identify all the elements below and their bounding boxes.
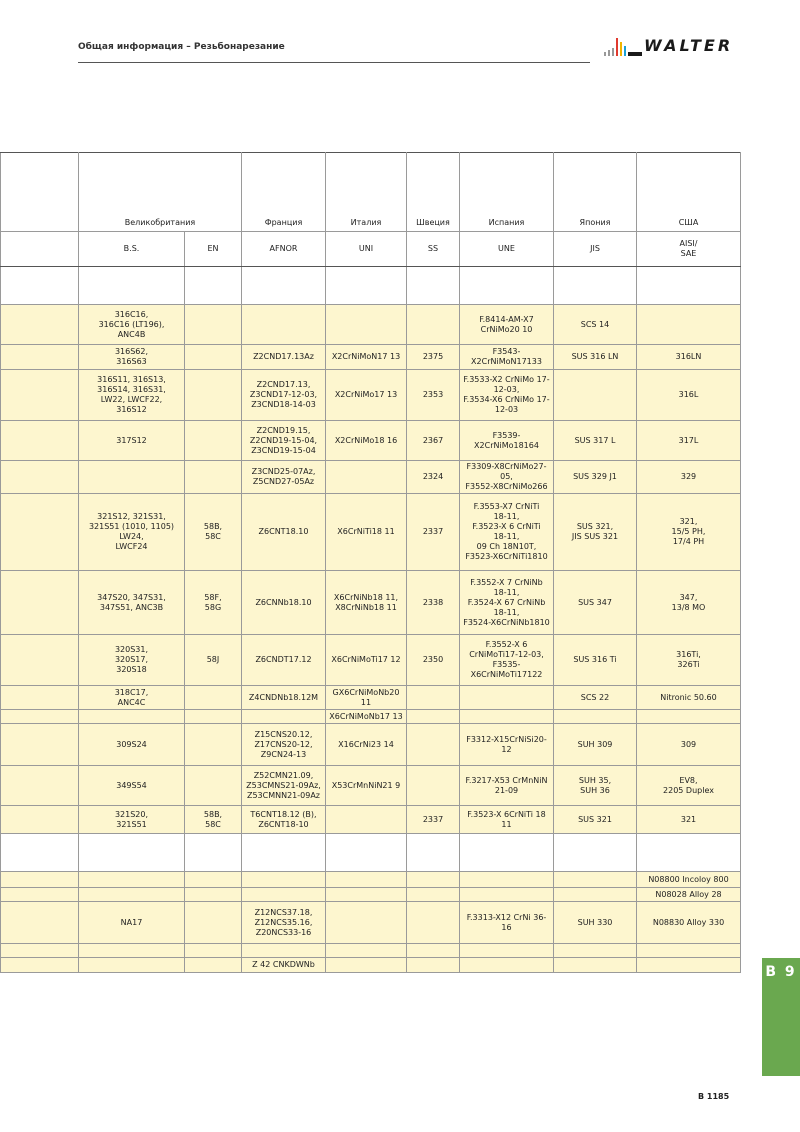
table-cell bbox=[326, 958, 407, 973]
table-cell bbox=[554, 888, 637, 902]
table-cell bbox=[326, 806, 407, 834]
table-cell: X2CrNiMo17 13 bbox=[326, 370, 407, 421]
table-cell: Z2CND17.13Az bbox=[242, 345, 326, 370]
table-cell bbox=[460, 944, 554, 958]
table-cell: Z2CND17.13, Z3CND17-12-03, Z3CND18-14-03 bbox=[242, 370, 326, 421]
table-cell: Z15CNS20.12, Z17CNS20-12, Z9CN24-13 bbox=[242, 724, 326, 766]
table-cell: F.3523-X 6CrNiTi 18 11 bbox=[460, 806, 554, 834]
table-cell bbox=[326, 834, 407, 872]
table-row bbox=[1, 571, 741, 635]
table-cell: F3539-X2CrNiMo18164 bbox=[460, 421, 554, 461]
table-cell: N08830 Alloy 330 bbox=[637, 902, 741, 944]
table-cell: F.3553-X7 CrNiTi 18-11, F.3523-X 6 CrNiTi 18-11, 09 Ch 18N10T, F3523-X6CrNiTi1810 bbox=[460, 494, 554, 571]
table-cell: 349S54 bbox=[79, 766, 185, 806]
table-cell bbox=[242, 872, 326, 888]
table-cell bbox=[326, 888, 407, 902]
table-cell: X6CrNiMoNb17 13 bbox=[326, 710, 407, 724]
table-cell bbox=[79, 958, 185, 973]
table-cell: 2367 bbox=[407, 421, 460, 461]
table-row bbox=[1, 635, 741, 686]
table-row bbox=[1, 724, 741, 766]
table-cell: Z12NCS37.18, Z12NCS35.16, Z20NCS33-16 bbox=[242, 902, 326, 944]
table-cell bbox=[242, 944, 326, 958]
table-cell bbox=[242, 267, 326, 305]
table-row bbox=[1, 806, 741, 834]
table-cell bbox=[185, 834, 242, 872]
table-cell bbox=[1, 872, 79, 888]
table-cell bbox=[1, 267, 79, 305]
table-cell: 320S31, 320S17, 320S18 bbox=[79, 635, 185, 686]
table-cell bbox=[1, 461, 79, 494]
table-cell: X2CrNiMoN17 13 bbox=[326, 345, 407, 370]
table-cell: 316S62, 316S63 bbox=[79, 345, 185, 370]
standard-header-row bbox=[1, 232, 741, 267]
table-cell: SUS 316 LN bbox=[554, 345, 637, 370]
table-cell bbox=[1, 958, 79, 973]
table-cell bbox=[460, 686, 554, 710]
table-cell bbox=[460, 834, 554, 872]
table-cell bbox=[185, 686, 242, 710]
header-cell: США bbox=[637, 153, 741, 232]
header-cell: B.S. bbox=[79, 232, 185, 267]
table-cell bbox=[407, 958, 460, 973]
table-row bbox=[1, 494, 741, 571]
table-cell: 317L bbox=[637, 421, 741, 461]
section-tab bbox=[762, 958, 800, 1076]
table-cell bbox=[554, 370, 637, 421]
table-cell bbox=[326, 267, 407, 305]
table-cell bbox=[185, 710, 242, 724]
table-cell bbox=[1, 902, 79, 944]
table-cell: 321, 15/5 PH, 17/4 PH bbox=[637, 494, 741, 571]
table-cell bbox=[242, 888, 326, 902]
table-cell: SCS 22 bbox=[554, 686, 637, 710]
table-cell bbox=[79, 944, 185, 958]
table-cell: 316Ti, 326Ti bbox=[637, 635, 741, 686]
table-cell: SUS 347 bbox=[554, 571, 637, 635]
header-cell bbox=[1, 232, 79, 267]
table-cell: SUS 317 L bbox=[554, 421, 637, 461]
table-cell: 318C17, ANC4C bbox=[79, 686, 185, 710]
logo-text: WALTER bbox=[644, 36, 734, 55]
logo-bars-icon bbox=[604, 38, 644, 56]
table-cell bbox=[554, 958, 637, 973]
table-cell bbox=[407, 267, 460, 305]
table-cell bbox=[407, 834, 460, 872]
table-cell bbox=[185, 766, 242, 806]
table-cell bbox=[407, 724, 460, 766]
header-cell: AISI/ SAE bbox=[637, 232, 741, 267]
table-cell: F.3552-X 7 CrNiNb 18-11, F.3524-X 67 CrNiNb 18-11, F3524-X6CrNiNb1810 bbox=[460, 571, 554, 635]
walter-logo bbox=[604, 36, 744, 58]
table-cell: EV8, 2205 Duplex bbox=[637, 766, 741, 806]
table-cell bbox=[1, 766, 79, 806]
table-row bbox=[1, 345, 741, 370]
table-cell bbox=[407, 888, 460, 902]
table-cell bbox=[1, 806, 79, 834]
table-cell bbox=[185, 461, 242, 494]
table-row bbox=[1, 888, 741, 902]
table-row bbox=[1, 710, 741, 724]
page-title: Общая информация – Резьбонарезание bbox=[78, 42, 285, 52]
table-row bbox=[1, 872, 741, 888]
table-cell bbox=[185, 267, 242, 305]
table-row bbox=[1, 370, 741, 421]
table-cell bbox=[460, 267, 554, 305]
table-cell: 316S11, 316S13, 316S14, 316S31, LW22, LWCF22, 316S12 bbox=[79, 370, 185, 421]
table-cell bbox=[242, 710, 326, 724]
table-cell: 347, 13/8 MO bbox=[637, 571, 741, 635]
page-number: B 1185 bbox=[698, 1092, 730, 1101]
header-divider bbox=[78, 62, 590, 63]
table-cell: 309 bbox=[637, 724, 741, 766]
table-cell: Z 42 CNKDWNb bbox=[242, 958, 326, 973]
table-cell bbox=[326, 461, 407, 494]
table-cell bbox=[1, 710, 79, 724]
table-cell bbox=[1, 944, 79, 958]
table-cell bbox=[407, 686, 460, 710]
table-row bbox=[1, 686, 741, 710]
table-cell bbox=[637, 305, 741, 345]
table-cell bbox=[407, 710, 460, 724]
table-cell: 321S20, 321S51 bbox=[79, 806, 185, 834]
table-cell: Z6CNDT17.12 bbox=[242, 635, 326, 686]
table-row bbox=[1, 421, 741, 461]
header-cell: UNE bbox=[460, 232, 554, 267]
table-cell: 58J bbox=[185, 635, 242, 686]
table-cell: Z4CNDNb18.12M bbox=[242, 686, 326, 710]
table-cell: Z2CND19.15, Z2CND19-15-04, Z3CND19-15-04 bbox=[242, 421, 326, 461]
table-cell: SUS 321 bbox=[554, 806, 637, 834]
header-cell bbox=[1, 153, 79, 232]
table-cell: F.3533-X2 CrNiMo 17- 12-03, F.3534-X6 CrNiMo 17- 12-03 bbox=[460, 370, 554, 421]
table-cell bbox=[407, 902, 460, 944]
table-cell bbox=[1, 421, 79, 461]
table-cell bbox=[326, 902, 407, 944]
header-cell: EN bbox=[185, 232, 242, 267]
table-cell bbox=[79, 267, 185, 305]
table-cell bbox=[1, 635, 79, 686]
table-cell: SUH 330 bbox=[554, 902, 637, 944]
table-cell: N08028 Alloy 28 bbox=[637, 888, 741, 902]
table-cell: 58B, 58C bbox=[185, 806, 242, 834]
table-cell: X6CrNiMoTi17 12 bbox=[326, 635, 407, 686]
header-cell: Великобритания bbox=[79, 153, 242, 232]
header-cell: Франция bbox=[242, 153, 326, 232]
table-cell bbox=[554, 944, 637, 958]
header-cell: JIS bbox=[554, 232, 637, 267]
table-cell bbox=[79, 461, 185, 494]
table-cell: Z52CMN21.09, Z53CMNS21-09Az, Z53CMNN21-09Az bbox=[242, 766, 326, 806]
table-cell bbox=[326, 944, 407, 958]
table-cell: Z6CNNb18.10 bbox=[242, 571, 326, 635]
table-cell bbox=[185, 944, 242, 958]
table-cell bbox=[1, 571, 79, 635]
table-cell bbox=[1, 724, 79, 766]
table-cell bbox=[637, 267, 741, 305]
table-cell bbox=[185, 872, 242, 888]
table-cell: 316LN bbox=[637, 345, 741, 370]
table-cell: 2338 bbox=[407, 571, 460, 635]
table-cell bbox=[460, 958, 554, 973]
table-cell: F.3552-X 6 CrNiMoTi17-12-03, F3535- X6CrNiMoTi17122 bbox=[460, 635, 554, 686]
table-cell bbox=[460, 872, 554, 888]
table-cell: 2350 bbox=[407, 635, 460, 686]
table-cell bbox=[185, 888, 242, 902]
table-cell bbox=[1, 345, 79, 370]
table-cell: F3312-X15CrNiSi20-12 bbox=[460, 724, 554, 766]
table-cell: NA17 bbox=[79, 902, 185, 944]
table-cell bbox=[407, 766, 460, 806]
table-cell: X6CrNiTi18 11 bbox=[326, 494, 407, 571]
table-row bbox=[1, 305, 741, 345]
table-cell: T6CNT18.12 (B), Z6CNT18-10 bbox=[242, 806, 326, 834]
table-cell: Nitronic 50.60 bbox=[637, 686, 741, 710]
table-cell: GX6CrNiMoNb20 11 bbox=[326, 686, 407, 710]
table-cell: F.3217-X53 CrMnNiN 21-09 bbox=[460, 766, 554, 806]
header-cell: Испания bbox=[460, 153, 554, 232]
table-cell bbox=[407, 305, 460, 345]
table-cell bbox=[242, 305, 326, 345]
table-cell bbox=[79, 710, 185, 724]
table-cell: 2337 bbox=[407, 806, 460, 834]
table-cell: N08800 Incoloy 800 bbox=[637, 872, 741, 888]
header-cell: AFNOR bbox=[242, 232, 326, 267]
material-standards-table bbox=[0, 152, 741, 973]
table-cell bbox=[637, 710, 741, 724]
table-cell: X53CrMnNiN21 9 bbox=[326, 766, 407, 806]
table-cell: 58F, 58G bbox=[185, 571, 242, 635]
table-cell bbox=[242, 834, 326, 872]
section-row bbox=[1, 267, 741, 305]
table-cell: F.3313-X12 CrNi 36-16 bbox=[460, 902, 554, 944]
table-cell: F.8414-AM-X7 CrNiMo20 10 bbox=[460, 305, 554, 345]
table-cell bbox=[554, 267, 637, 305]
table-cell bbox=[1, 834, 79, 872]
header-cell: UNI bbox=[326, 232, 407, 267]
table-cell: 316L bbox=[637, 370, 741, 421]
table-cell: SUH 35, SUH 36 bbox=[554, 766, 637, 806]
table-cell: SUS 316 Ti bbox=[554, 635, 637, 686]
table-cell: X16CrNi23 14 bbox=[326, 724, 407, 766]
country-header-row bbox=[1, 153, 741, 232]
table-cell bbox=[554, 872, 637, 888]
table-cell: Z6CNT18.10 bbox=[242, 494, 326, 571]
table-row bbox=[1, 902, 741, 944]
table-cell bbox=[554, 710, 637, 724]
table-cell bbox=[554, 834, 637, 872]
table-cell: 58B, 58C bbox=[185, 494, 242, 571]
table-cell: 321S12, 321S31, 321S51 (1010, 1105) LW24, LWCF24 bbox=[79, 494, 185, 571]
table-cell bbox=[1, 686, 79, 710]
table-cell: SUS 329 J1 bbox=[554, 461, 637, 494]
table-cell bbox=[185, 421, 242, 461]
header-cell: Швеция bbox=[407, 153, 460, 232]
table-cell bbox=[637, 944, 741, 958]
table-cell: 329 bbox=[637, 461, 741, 494]
table-cell bbox=[1, 370, 79, 421]
table-cell bbox=[79, 834, 185, 872]
table-cell: SCS 14 bbox=[554, 305, 637, 345]
table-row bbox=[1, 766, 741, 806]
table-body bbox=[1, 267, 741, 973]
table-cell bbox=[185, 305, 242, 345]
table-cell bbox=[637, 834, 741, 872]
table-cell: 2324 bbox=[407, 461, 460, 494]
table-cell bbox=[79, 872, 185, 888]
table-cell bbox=[185, 724, 242, 766]
table-cell bbox=[185, 958, 242, 973]
table-cell bbox=[1, 305, 79, 345]
table-cell: 2353 bbox=[407, 370, 460, 421]
table-cell: SUH 309 bbox=[554, 724, 637, 766]
table-cell: 347S20, 347S31, 347S51, ANC3B bbox=[79, 571, 185, 635]
table-cell bbox=[185, 902, 242, 944]
section-tab-label: B 9 bbox=[765, 964, 797, 980]
table-cell bbox=[407, 944, 460, 958]
table-cell bbox=[1, 494, 79, 571]
table-cell: F3543- X2CrNiMoN17133 bbox=[460, 345, 554, 370]
table-cell bbox=[637, 958, 741, 973]
header-cell: SS bbox=[407, 232, 460, 267]
table-cell: 316C16, 316C16 (LT196), ANC4B bbox=[79, 305, 185, 345]
table-cell bbox=[185, 345, 242, 370]
table-cell: 2375 bbox=[407, 345, 460, 370]
section-row bbox=[1, 834, 741, 872]
header-cell: Япония bbox=[554, 153, 637, 232]
table-cell: X2CrNiMo18 16 bbox=[326, 421, 407, 461]
table-cell: X6CrNiNb18 11, X8CrNiNb18 11 bbox=[326, 571, 407, 635]
table-cell bbox=[185, 370, 242, 421]
table-cell bbox=[79, 888, 185, 902]
table-cell: F3309-X8CrNiMo27-05, F3552-X8CrNiMo266 bbox=[460, 461, 554, 494]
table-row bbox=[1, 944, 741, 958]
table-cell bbox=[326, 872, 407, 888]
table-cell bbox=[326, 305, 407, 345]
table-cell bbox=[1, 888, 79, 902]
table-cell: 2337 bbox=[407, 494, 460, 571]
table-cell: 309S24 bbox=[79, 724, 185, 766]
table-cell bbox=[460, 710, 554, 724]
table-cell: 321 bbox=[637, 806, 741, 834]
table-cell: SUS 321, JIS SUS 321 bbox=[554, 494, 637, 571]
table-row bbox=[1, 958, 741, 973]
table-cell: Z3CND25-07Az, Z5CND27-05Az bbox=[242, 461, 326, 494]
table-cell: 317S12 bbox=[79, 421, 185, 461]
table-row bbox=[1, 461, 741, 494]
table-cell bbox=[407, 872, 460, 888]
table-cell bbox=[460, 888, 554, 902]
header-cell: Италия bbox=[326, 153, 407, 232]
